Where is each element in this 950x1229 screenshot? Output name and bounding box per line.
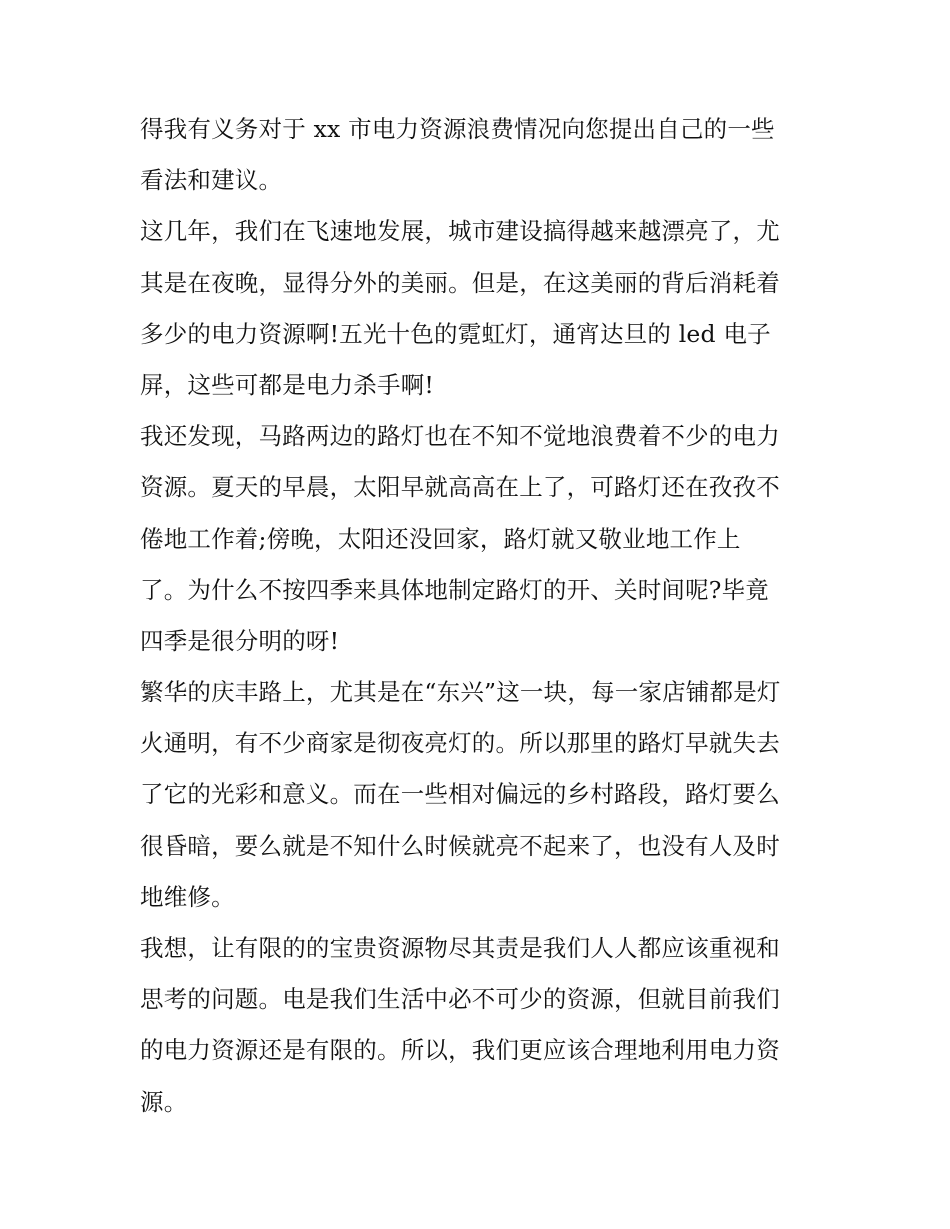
text-line: 我还发现，马路两边的路灯也在不知不觉地浪费着不少的电力 (140, 422, 780, 451)
text-line: 四季是很分明的呀! (140, 626, 340, 655)
text-line: 繁华的庆丰路上，尤其是在“东兴”这一块，每一家店铺都是灯 (140, 678, 781, 707)
text-line: 的电力资源还是有限的。所以，我们更应该合理地利用电力资 (140, 1036, 780, 1065)
text-line: 其是在夜晚，显得分外的美丽。但是，在这美丽的背后消耗着 (140, 268, 780, 297)
text-line: 我想，让有限的的宝贵资源物尽其责是我们人人都应该重视和 (140, 934, 780, 962)
text-line: 源。 (140, 1087, 188, 1116)
text-line: 地维修。 (140, 882, 235, 911)
letter-body (140, 104, 820, 1128)
text-line: 很昏暗，要么就是不知什么时候就亮不起来了，也没有人及时 (140, 831, 780, 860)
text-line: 屏，这些可都是电力杀手啊! (140, 370, 435, 399)
text-line: 思考的问题。电是我们生活中必不可少的资源，但就目前我们 (140, 985, 780, 1014)
text-line: 这几年，我们在飞速地发展，城市建设搞得越来越漂亮了，尤 (140, 217, 780, 246)
text-line: 多少的电力资源啊!五光十色的霓虹灯，通宵达旦的 led 电子 (140, 319, 771, 348)
text-line: 了。为什么不按四季来具体地制定路灯的开、关时间呢?毕竟 (140, 575, 769, 604)
text-line: 看法和建议。 (140, 166, 283, 195)
text-line: 倦地工作着;傍晚，太阳还没回家，路灯就又敬业地工作上 (140, 524, 741, 553)
text-line: 了它的光彩和意义。而在一些相对偏远的乡村路段，路灯要么 (140, 780, 780, 809)
text-line: 得我有义务对于 xx 市电力资源浪费情况向您提出自己的一些 (140, 115, 775, 143)
text-line: 资源。夏天的早晨，太阳早就高高在上了，可路灯还在孜孜不 (140, 473, 780, 502)
text-line: 火通明，有不少商家是彻夜亮灯的。所以那里的路灯早就失去 (140, 729, 780, 758)
